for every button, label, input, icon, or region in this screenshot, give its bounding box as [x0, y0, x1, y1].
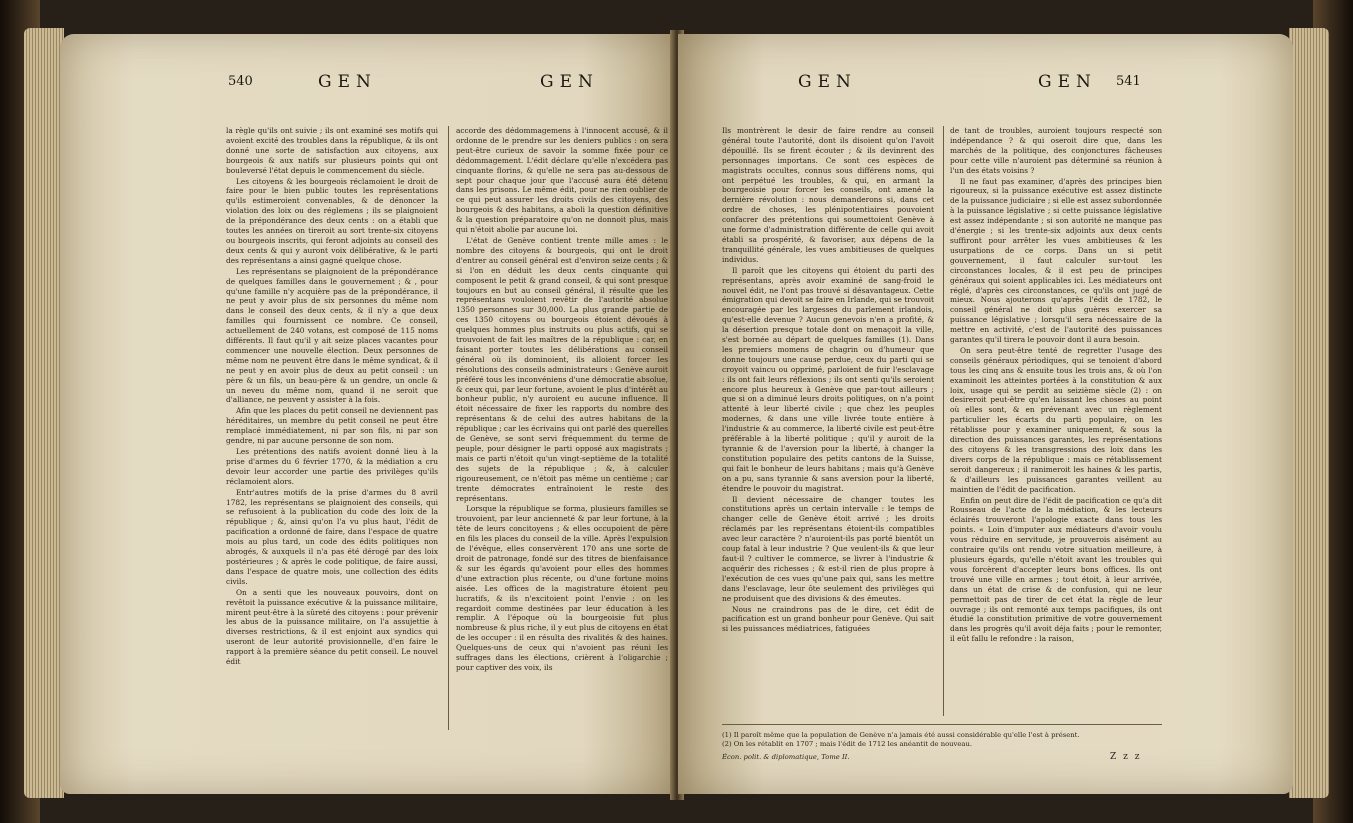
- signature-mark: Z z z: [1110, 752, 1142, 762]
- right-page-column-1: [722, 126, 934, 716]
- paragraph: Les représentans se plaignoient de la prépondérance de quelques familles dans le gouvernement ; & , pour qu'une famille n'y acquière pas de la prépondérance, il ne peut y avoir plus de six personnes du même nom dans le conseil des deux cents, & il n'y a que deux familles qui fournissent ce nombre. Ce conseil, actuellement de 240 votans, est composé de 115 noms différents. Il faut qu'il y ait seize places vacantes pour commencer une nouvelle élection. Deux personnes de même nom ne peuvent être dans le même syndicat, & il ne peut y en avoir plus de deux au petit conseil : un père & un fils, un beau-père & un gendre, un oncle & un neveu du même nom, quand il ne seroit que d'alliance, ne peuvent y assister à la fois.: [226, 266, 438, 405]
- paragraph: de tant de troubles, auroient toujours respecté son indépendance ? & qui oseroit dire que, dans les marchés de la politique, des conjonctures fâcheuses pour cette ville n'auroient pas déterminé sa réunion à l'un des états voisins ?: [950, 126, 1162, 175]
- paragraph: Entr'autres motifs de la prise d'armes du 8 avril 1782, les représentans se plaignoient des conseils, qui se refusoient à la publication du code des loix de la république ; &, ainsi qu'on l'a vu plus haut, l'édit de pacification a ordonné de faire, dans l'espace de quatre mois au plus tard, un code des édits politiques non abrogés, & auxquels il n'a pas été dérogé par des loix postérieures ; & après le code politique, de faire aussi, dans l'espace de quatre mois, une collection des édits civils.: [226, 487, 438, 586]
- column-rule-left: [448, 126, 449, 730]
- left-page-column-1: [226, 126, 438, 734]
- signature-line: Écon. polit. & diplomatique, Tome II.: [722, 753, 850, 761]
- footnotes: [722, 731, 1162, 749]
- footnote-2: (2) On les rétablit en 1707 ; mais l'édit de 1712 les anéantit de nouveau.: [722, 740, 973, 748]
- page-number-left: 540: [228, 74, 253, 89]
- running-head-left-col2: GEN: [540, 72, 599, 92]
- paragraph: Les prétentions des natifs avoient donné lieu à la prise d'armes du 6 février 1770, & la médiation a cru devoir leur accorder une partie des privilèges qu'ils réclamoient alors.: [226, 447, 438, 486]
- paragraph: On sera peut-être tenté de regretter l'usage des conseils généraux périodiques, qui se tenoient d'abord tous les cinq ans & ensuite tous les trois ans, & où l'on examinoit les atteintes portées à la constitution & aux loix, usage qui se perdit au seizième siècle (2) : on desireroit peut-être qu'en laissant les choses au point où elles sont, & en prévenant avec un règlement particulier les écarts du parti populaire, on les rétablisse pour y examiner uniquement, & sous la direction des puissances garantes, les représentations des citoyens & les transgressions des loix dans les divers corps de la république : mais ce rétablissement seroit dangereux ; il ranimeroit les haines & les partis, & d'ailleurs les puissances garantes veillent au maintien de l'édit de pacification.: [950, 345, 1162, 494]
- paragraph: Il devient nécessaire de changer toutes les constitutions après un certain intervalle : le temps de changer celle de Genève étoit arrivé ; les droits réclamés par les représentans étoient-ils compatibles avec leur caractère ? n'auroient-ils pas porté bientôt un coup fatal à leur industrie ? Que veulent-ils & que leur faut-il ? cultiver le commerce, se livrer à l'industrie & acquérir des richesses ; & est-il rien de plus propre à l'exécution de ces vues qu'une paix qui, sans les mettre dans l'esclavage, leur ôte seulement des privilèges qui ne produisent que des divisions & des émeutes.: [722, 494, 934, 603]
- paragraph: la règle qu'ils ont suivie ; ils ont examiné ses motifs qui avoient excité des troubles dans la république, & ils ont donné une sorte de satisfaction aux citoyens, aux bourgeois & aux natifs sur plusieurs points qui ont bouleversé l'état depuis le commencement du siècle.: [226, 126, 438, 175]
- paragraph: Nous ne craindrons pas de le dire, cet édit de pacification est un grand bonheur pour Genève. Qui sait si les puissances médiatrices, fatiguées: [722, 604, 934, 634]
- running-head-right-col2: GEN: [1038, 72, 1097, 92]
- left-page-column-2: [456, 126, 668, 734]
- paragraph: accorde des dédommagemens à l'innocent accusé, & il ordonne de le prendre sur les deniers publics : on sera peut-être curieux de savoir la somme fixée pour ce dédommagement. L'édit déclare qu'elle n'excédera pas cinquante florins, & qu'elle ne sera pas au-dessous de sept pour chaque jour que l'accusé aura été détenu dans les prisons. Le même édit, pour ne rien oublier de ce qui peut assurer les droits civils des citoyens, des bourgeois & des habitans, a aboli la question définitive & la question préparatoire qu'on ne donnoit plus, mais qui n'étoit abolie par aucune loi.: [456, 126, 668, 235]
- page-edges-right: [1289, 28, 1329, 798]
- column-rule-right: [943, 126, 944, 716]
- page-number-right: 541: [1116, 74, 1141, 89]
- running-head-left-col1: GEN: [318, 72, 377, 92]
- right-page: [678, 34, 1293, 794]
- page-edges-left: [24, 28, 64, 798]
- paragraph: Afin que les places du petit conseil ne deviennent pas héréditaires, un membre du petit conseil ne peut être remplacé immédiatement, ni par son fils, ni par son gendre, ni par aucune personne de son nom.: [226, 406, 438, 446]
- footnote-1: (1) Il paroît même que la population de Genève n'a jamais été aussi considérable qu'elle l'est à présent.: [722, 731, 1080, 739]
- paragraph: Il ne faut pas examiner, d'après des principes bien rigoureux, si la puissance exécutive est assez distincte de la puissance judiciaire ; si elle est assez subordonnée à la puissance législative ; si cette puissance législative est assez indépendante ; si son autorité ne manque pas d'énergie ; si les trente-six adjoints aux deux cents suffiront pour arrêter les vues ambitieuses & les usurpations de ce corps. Dans un si petit gouvernement, il faut calculer sur-tout les circonstances locales, & il est peu de principes généraux qui soient applicables ici. Les médiateurs ont réglé, d'après ces circonstances, ce qu'ils ont jugé de mieux. Nous ajouterons qu'après l'édit de 1782, le conseil général ne doit plus guères exercer sa puissance législative ; lorsqu'il sera nécessaire de la mettre en activité, c'est de l'autorité des puissances garantes qu'il tirera le pouvoir dont il aura besoin.: [950, 176, 1162, 345]
- running-head-right-col1: GEN: [798, 72, 857, 92]
- left-page: [60, 34, 675, 794]
- paragraph: L'état de Genève contient trente mille ames : le nombre des citoyens & bourgeois, qui ont le droit d'entrer au conseil général est d'environ seize cents ; & si l'on en déduit les deux cents cinquante qui composent le petit & grand conseil, & qui sont presque toujours en but au conseil général, il résulte que les représentans vouloient revêtir de l'autorité absolue 1350 personnes sur 30,000. La plus grande partie de ces 1350 citoyens ou bourgeois étoient dévoués à quelques hommes plus instruits ou plus actifs, qui se trouvoient de fait les maîtres de la république : car, en faisant porter toutes les délibérations au conseil général où ils dominoient, ils alloient forcer les résolutions des conseils administrateurs : Genève auroit préféré tous les inconvéniens d'une démocratie absolue, & ceux qui, par leur fortune, avoient le plus d'intérêt au bonheur public, n'y auroient eu aucune influence. Il étoit nécessaire de fixer les rapports du nombre des représentans & de celui des autres habitans de la république ; car les écrivains qui ont parlé des querelles de Genève, se sont servi fréquemment du terme de peuple, pour désigner le parti opposé aux magistrats ; mais ce parti n'étoit qu'un vingt-septième de la totalité des sujets de la république ; &, à calculer rigoureusement, ce n'étoit pas même un centième ; car trente démocrates entraînoient le reste des représentans.: [456, 235, 668, 503]
- paragraph: On a senti que les nouveaux pouvoirs, dont on revêtoit la puissance exécutive & la puissance militaire, mirent peut-être à la sûreté des citoyens : pour prévenir les abus de la puissance militaire, on l'a assujettie à diverses restrictions, & il est enjoint aux syndics qui useront de leur autorité provisionnelle, d'en faire le rapport à la première séance du petit conseil. Le nouvel édit: [226, 587, 438, 667]
- paragraph: Enfin on peut dire de l'édit de pacification ce qu'a dit Rousseau de l'acte de la médiation, & les lecteurs éclairés trouveront l'apologie exacte dans tous les points. « Loin d'imputer aux médiateurs d'avoir voulu vous réduire en servitude, je prouverois aisément au contraire qu'ils ont rendu votre situation meilleure, à plusieurs égards, qu'elle n'étoit avant les troubles qui vous forcèrent d'accepter leurs bons offices. Ils ont trouvé une ville en armes ; tout étoit, à leur arrivée, dans un état de crise & de confusion, qui ne leur permettoit pas de tirer de cet état la règle de leur ouvrage ; ils ont remonté aux temps pacifiques, ils ont étudié la constitution primitive de votre gouvernement dans les progrès qu'il avoit déja faits ; pour le remonter, il eût fallu le refondre : la raison,: [950, 495, 1162, 644]
- right-page-column-2: [950, 126, 1162, 716]
- paragraph: Les citoyens & les bourgeois réclamoient le droit de faire pour le bien public toutes les représentations qu'ils estimeroient convenables, & de dénoncer la violation des loix ou des réglemens ; ils se plaignoient de la prépondérance des deux cents : on a établi que toutes les années on tireroit au sort trente-six citoyens ou bourgeois inscrits, qui feront adjoints au conseil des deux cents & qui y auront voix délibérative, & le parti des représentans a ainsi gagné quelque chose.: [226, 176, 438, 265]
- paragraph: Lorsque la république se forma, plusieurs familles se trouvoient, par leur ancienneté & par leur fortune, à la tête de leurs concitoyens ; & elles occupoient de père en fils les places du conseil de la ville. Après l'expulsion de l'évêque, elles conservèrent 170 ans une sorte de droit de patronage, fondé sur des titres de bienfaisance & sur les égards qu'avoient pour elles des hommes d'une extraction plus récente, ou d'une fortune moins aisée. Les offices de la magistrature étoient peu lucratifs, & ils n'excitoient point l'envie : on les regardoit comme destinées par leur éducation à les remplir. A l'époque où la bourgeoisie fut plus nombreuse & plus riche, il y eut plus de citoyens en état de les occuper : il en résulta des rivalités & des haines. Quelques-uns de ceux qui n'avoient pas réuni les suffrages dans les élections, crièrent à l'oligarchie ; pour captiver des voix, ils: [456, 504, 668, 672]
- paragraph: Ils montrèrent le desir de faire rendre au conseil général toute l'autorité, dont ils disoient qu'on l'avoit dépouillé. Ils se firent écouter ; & ils devinrent des personnages importans. Ce sont ces espèces de magistrats occultes, connus sous différens noms, qui ont perpétué les troubles, & qui, en armant la bourgeoisie pour forcer les conseils, ont amené la dernière révolution : nous demanderons si, dans cet ordre de choses, les plénipotentiaires pouvoient confacrer des prétentions qui soumettoient Genève à une forme d'administration différente de celle qui avoit établi sa prospérité, & favoriser, aux dépens de la tranquillité générale, les vues ambitieuses de quelques individus.: [722, 126, 934, 264]
- footnote-rule: [722, 724, 1162, 725]
- paragraph: Il paroît que les citoyens qui étoient du parti des représentans, après avoir examiné de sang-froid le nouvel édit, ne l'ont pas trouvé si désavantageux. Cette émigration qui devoit se faire en Irlande, qui se trouvoit encouragée par les largesses du parlement irlandois, qu'est-elle devenue ? Aucun genevois n'en a profité, & la désertion presque totale dont on menaçoit la ville, s'est bornée au départ de quelques familles (1). Dans les premiers momens de chagrin ou d'humeur que donne toujours une cause perdue, ceux du parti qui se croyoit vaincu ou opprimé, parloient de fuir l'esclavage : ils ont fait leurs réflexions ; ils ont senti qu'ils seroient encore plus heureux à Genève que par-tout ailleurs ; que si on a diminué leurs droits politiques, on n'a point attenté à leur liberté civile ; que chez les peuples modernes, & dans une ville livrée toute entière à l'industrie & au commerce, la liberté civile est peut-être préférable à la liberté politique ; qu'il y auroit de la tyrannie & de l'aversion pour la liberté, à changer la constitution populaire des petits cantons de la Suisse, qui fait le bonheur de leurs habitans ; mais qu'à Genève on a pu, sans tyrannie & sans aversion pour la liberté, étendre le pouvoir du magistrat.: [722, 265, 934, 493]
